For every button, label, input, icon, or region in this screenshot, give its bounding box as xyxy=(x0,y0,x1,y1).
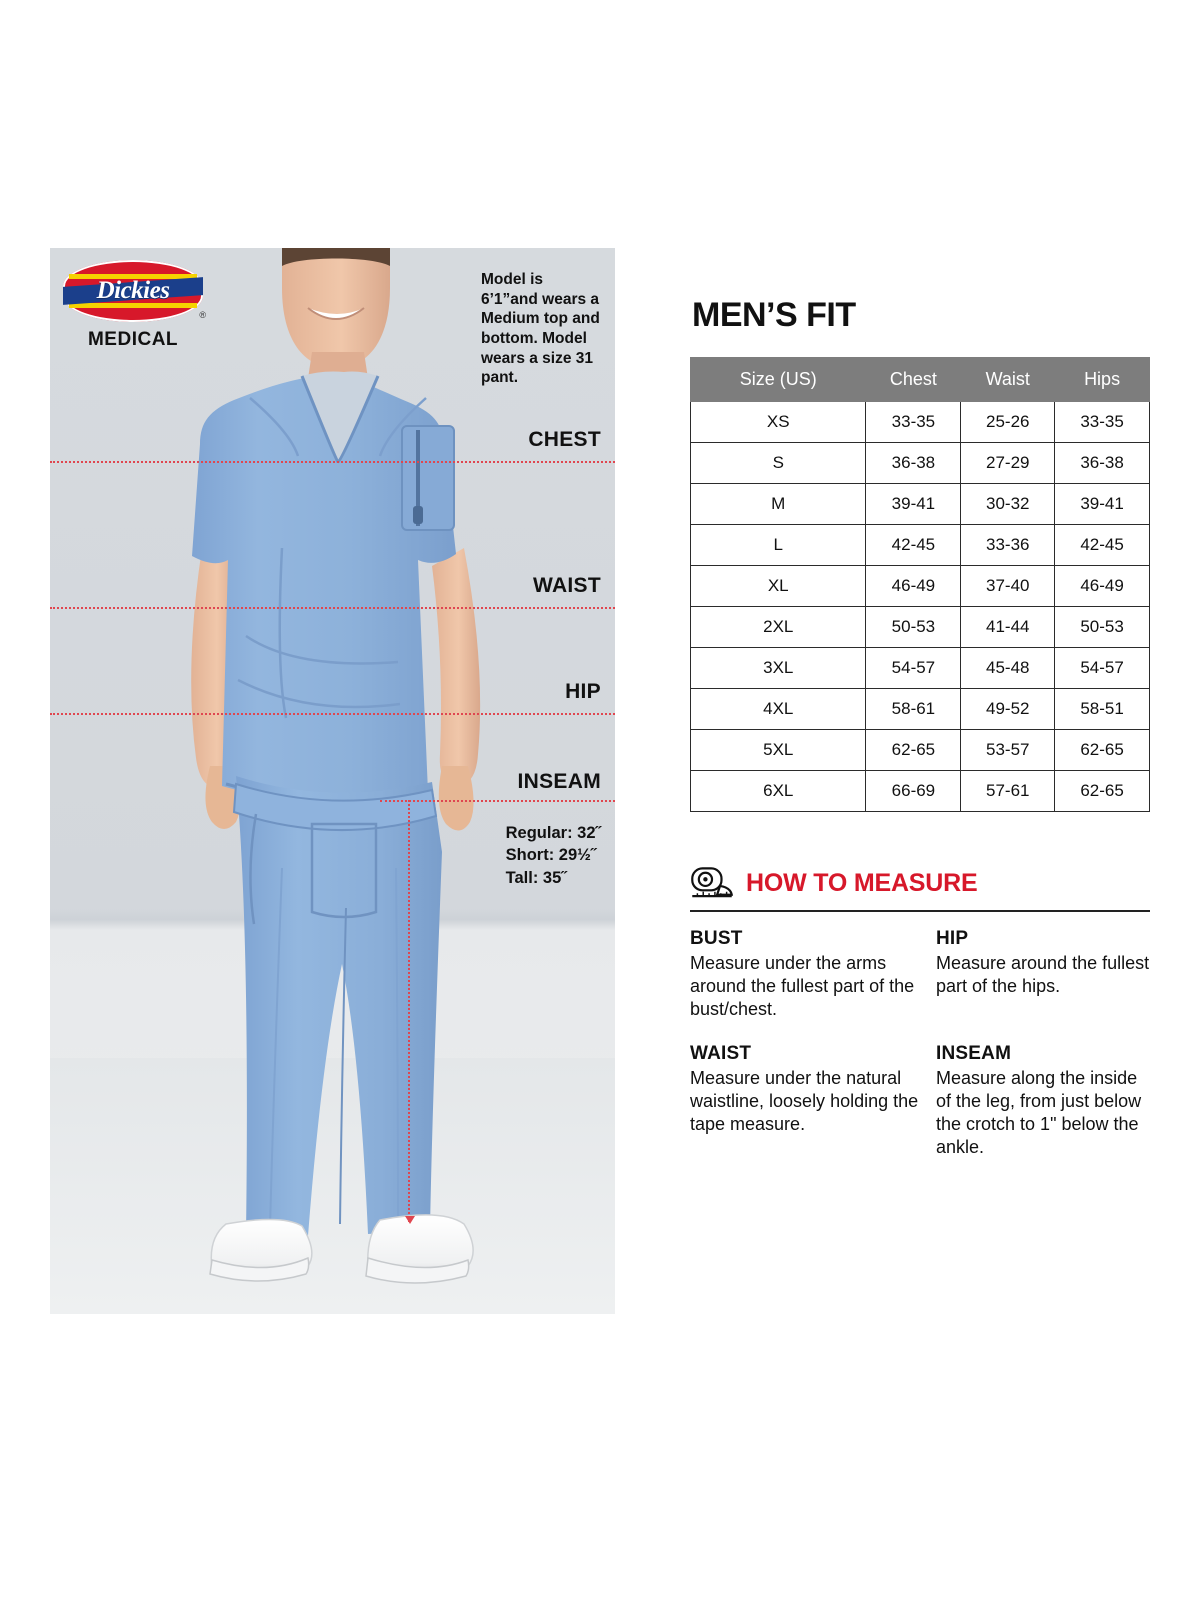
column-header-chest: Chest xyxy=(866,358,961,402)
size-chart-panel xyxy=(690,248,1150,1159)
measure-label-inseam: INSEAM xyxy=(936,1043,1012,1065)
cell-chest: 50-53 xyxy=(866,607,961,648)
waist-guide-line xyxy=(50,607,615,609)
cell-waist: 53-57 xyxy=(961,730,1055,771)
cell-hips: 39-41 xyxy=(1055,484,1150,525)
cell-chest: 66-69 xyxy=(866,771,961,812)
inseam-measure-arrow xyxy=(408,800,410,1222)
column-header-hips: Hips xyxy=(1055,358,1150,402)
cell-waist: 49-52 xyxy=(961,689,1055,730)
cell-waist: 45-48 xyxy=(961,648,1055,689)
cell-hips: 50-53 xyxy=(1055,607,1150,648)
hip-guide-line xyxy=(50,713,615,715)
cell-waist: 33-36 xyxy=(961,525,1055,566)
logo-wordmark: Dickies xyxy=(96,277,170,304)
inseam-length-values xyxy=(506,822,601,889)
inseam-tall: Tall: 35˝ xyxy=(505,868,567,887)
cell-hips: 33-35 xyxy=(1055,402,1150,443)
measure-text-bust: Measure under the arms around the fullest part of the bust/chest. xyxy=(690,953,915,1020)
logo-registered-mark: ® xyxy=(199,310,206,320)
column-header-waist: Waist xyxy=(961,358,1055,402)
size-chart-table xyxy=(690,357,1150,812)
measure-block-inseam xyxy=(936,1043,1156,1159)
cell-size: L xyxy=(691,525,866,566)
measure-label-waist: WAIST xyxy=(690,1043,752,1065)
cell-hips: 62-65 xyxy=(1055,730,1150,771)
table-row xyxy=(691,730,1150,771)
cell-hips: 42-45 xyxy=(1055,525,1150,566)
cell-chest: 62-65 xyxy=(866,730,961,771)
cell-chest: 42-45 xyxy=(866,525,961,566)
scrub-top xyxy=(192,372,456,801)
measure-block-bust xyxy=(690,928,930,1021)
chest-guide-line xyxy=(50,461,615,463)
page-title: MEN’S FIT xyxy=(692,296,856,334)
how-to-measure-grid xyxy=(690,928,1150,1159)
cell-hips: 54-57 xyxy=(1055,648,1150,689)
scrub-pants xyxy=(234,776,442,1236)
inseam-guide-label: INSEAM xyxy=(517,770,601,793)
cell-size: XS xyxy=(691,402,866,443)
cell-waist: 41-44 xyxy=(961,607,1055,648)
table-row xyxy=(691,484,1150,525)
inseam-short: Short: 29½˝ xyxy=(505,846,597,865)
measure-text-hip: Measure around the fullest part of the hips. xyxy=(936,953,1150,997)
table-row xyxy=(691,648,1150,689)
cell-size: 5XL xyxy=(691,730,866,771)
cell-hips: 62-65 xyxy=(1055,771,1150,812)
table-row xyxy=(691,607,1150,648)
cell-size: 2XL xyxy=(691,607,866,648)
cell-size: S xyxy=(691,443,866,484)
how-to-measure-section xyxy=(690,864,1150,1159)
cell-chest: 39-41 xyxy=(866,484,961,525)
cell-waist: 37-40 xyxy=(961,566,1055,607)
cell-size: XL xyxy=(691,566,866,607)
cell-chest: 33-35 xyxy=(866,402,961,443)
cell-chest: 36-38 xyxy=(866,443,961,484)
waist-guide-label: WAIST xyxy=(533,574,601,597)
measure-label-hip: HIP xyxy=(936,928,969,949)
cell-waist: 25-26 xyxy=(961,402,1055,443)
how-to-measure-header xyxy=(690,864,1150,912)
cell-size: 3XL xyxy=(691,648,866,689)
cell-waist: 27-29 xyxy=(961,443,1055,484)
column-header-size: Size (US) xyxy=(691,358,866,402)
cell-hips: 46-49 xyxy=(1055,566,1150,607)
table-row xyxy=(691,402,1150,443)
cell-hips: 36-38 xyxy=(1055,443,1150,484)
table-row xyxy=(691,566,1150,607)
measure-block-hip xyxy=(936,928,1156,1021)
cell-size: 6XL xyxy=(691,771,866,812)
cell-size: M xyxy=(691,484,866,525)
table-row xyxy=(691,689,1150,730)
cell-chest: 54-57 xyxy=(866,648,961,689)
model-photo-panel xyxy=(50,248,615,1314)
hip-guide-label: HIP xyxy=(565,680,601,703)
cell-chest: 58-61 xyxy=(866,689,961,730)
table-row xyxy=(691,443,1150,484)
model-head xyxy=(282,248,390,392)
inseam-guide-line xyxy=(380,800,615,802)
cell-chest: 46-49 xyxy=(866,566,961,607)
dickies-shield-icon xyxy=(63,260,206,322)
cell-waist: 30-32 xyxy=(961,484,1055,525)
measure-text-waist: Measure under the natural waistline, loosely holding the tape measure. xyxy=(690,1068,919,1135)
how-to-measure-title: HOW TO MEASURE xyxy=(746,868,978,897)
logo-sub-label: MEDICAL xyxy=(87,329,179,350)
chest-guide-label: CHEST xyxy=(528,428,601,451)
cell-hips: 58-51 xyxy=(1055,689,1150,730)
cell-waist: 57-61 xyxy=(961,771,1055,812)
dickies-medical-logo xyxy=(58,260,208,351)
table-header-row xyxy=(691,358,1150,402)
tape-measure-icon xyxy=(690,864,734,902)
model-note: Model is 6’1”and wears a Medium top and bottom. Model wears a size 31 pant. xyxy=(481,271,600,387)
measure-block-waist xyxy=(690,1043,930,1159)
inseam-regular: Regular: 32˝ xyxy=(505,824,601,842)
model-shoes xyxy=(210,1215,473,1283)
measure-text-inseam: Measure along the inside of the leg, from just below the crotch to 1" below the ankle. xyxy=(936,1068,1142,1158)
table-row xyxy=(691,525,1150,566)
cell-size: 4XL xyxy=(691,689,866,730)
measure-label-bust: BUST xyxy=(690,928,743,949)
table-row xyxy=(691,771,1150,812)
